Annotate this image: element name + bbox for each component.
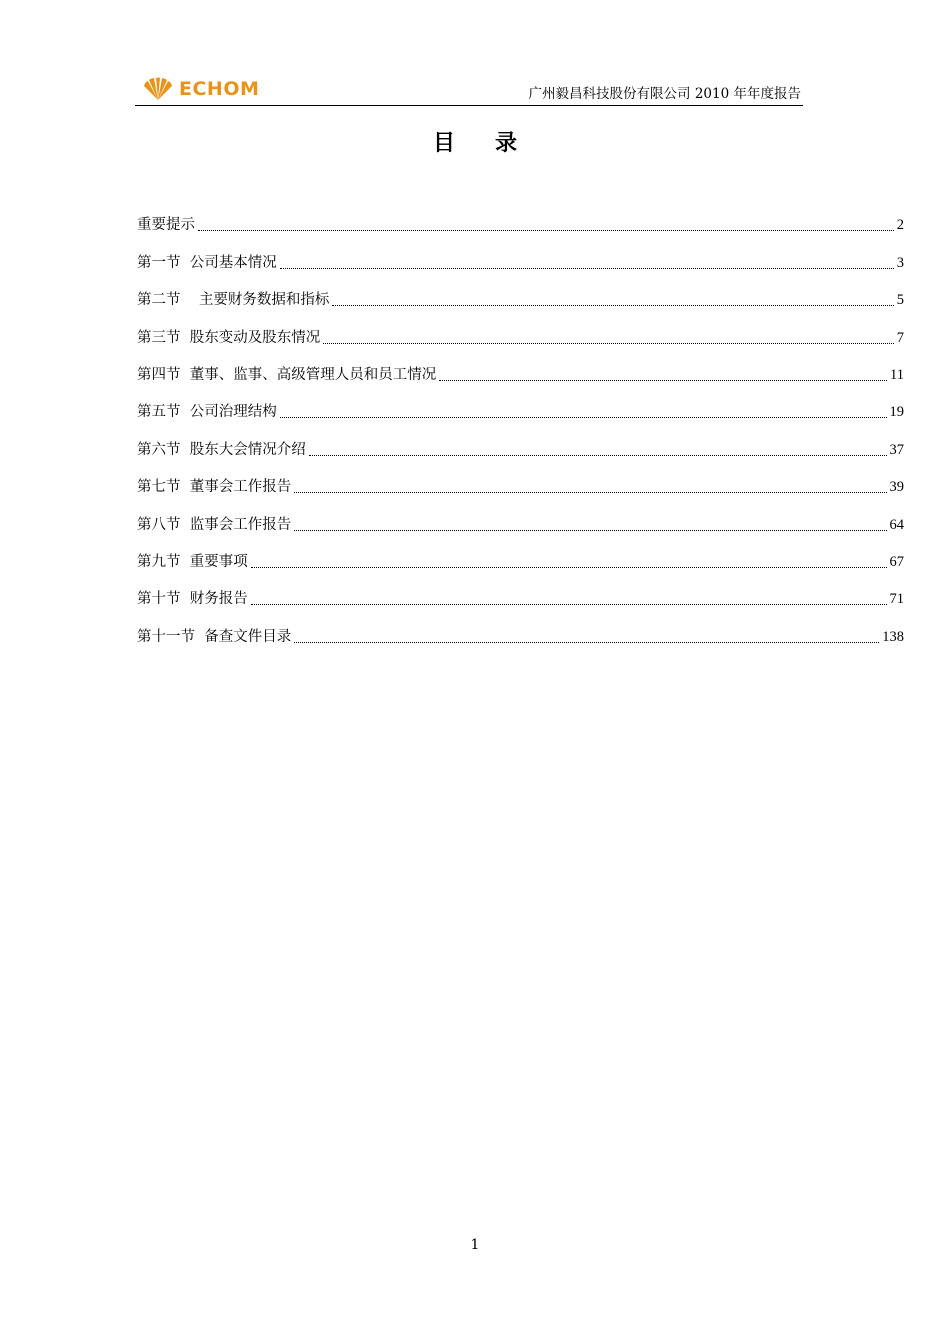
dot-leader [251, 604, 887, 605]
dot-leader [332, 305, 893, 306]
toc-section-number: 第九节 [137, 553, 190, 570]
toc-entry-label: 重要事项 [189, 553, 248, 570]
toc-section-number: 第七节 [137, 479, 190, 496]
toc-entry[interactable] [137, 275, 904, 312]
toc-page-number: 2 [896, 217, 904, 234]
toc-section-number: 第八节 [137, 516, 190, 533]
toc-page-number: 5 [896, 292, 904, 309]
toc-section-number: 第四节 [137, 366, 190, 383]
toc-entry-label: 重要提示 [137, 217, 195, 234]
toc-entry[interactable] [137, 611, 904, 648]
toc-entry[interactable] [137, 237, 904, 274]
toc-entry[interactable] [137, 200, 904, 237]
dot-leader [280, 268, 894, 269]
toc-page-number: 71 [889, 591, 904, 608]
toc-entry-label: 股东变动及股东情况 [189, 329, 321, 346]
toc-page-number: 37 [889, 441, 904, 458]
company-logo [141, 76, 259, 102]
dot-leader [323, 343, 894, 344]
dot-leader [294, 492, 886, 493]
page-number: 1 [470, 1237, 480, 1253]
logo-wordmark: ECHOM [179, 78, 260, 100]
toc-page-number: 67 [889, 553, 904, 570]
toc-section-number: 第六节 [137, 441, 190, 458]
report-title: 广州毅昌科技股份有限公司 2010 年年度报告 [528, 86, 801, 102]
page-header [135, 72, 803, 106]
toc-entry[interactable] [137, 350, 904, 387]
toc-entry[interactable] [137, 312, 904, 349]
toc-entry-label: 董事、监事、高级管理人员和员工情况 [189, 366, 437, 383]
toc-entry-label: 公司治理结构 [189, 404, 277, 421]
toc-section-number: 第一节 [137, 254, 190, 271]
toc-entry-label: 董事会工作报告 [189, 479, 292, 496]
toc-entry[interactable] [137, 537, 904, 574]
toc-page-number: 19 [889, 404, 904, 421]
toc-entry-label: 公司基本情况 [189, 254, 277, 271]
dot-leader [251, 567, 887, 568]
toc-page-number: 138 [882, 628, 904, 645]
dot-leader [280, 417, 887, 418]
toc-entry-label: 财务报告 [189, 591, 248, 608]
toc-section-number: 第十节 [137, 591, 190, 608]
toc-entry-label: 备查文件目录 [204, 628, 292, 645]
dot-leader [294, 530, 886, 531]
toc-page-number: 11 [890, 366, 904, 383]
table-of-contents [137, 200, 904, 649]
toc-entry[interactable] [137, 387, 904, 424]
shell-logo-icon [141, 77, 175, 101]
toc-entry[interactable] [137, 574, 904, 611]
toc-entry[interactable] [137, 424, 904, 461]
toc-entry[interactable] [137, 499, 904, 536]
dot-leader [198, 230, 894, 231]
toc-section-number: 第三节 [137, 329, 190, 346]
dot-leader [309, 455, 887, 456]
dot-leader [439, 380, 887, 381]
toc-page-number: 39 [889, 479, 904, 496]
dot-leader [294, 642, 879, 643]
toc-page-number: 3 [896, 254, 904, 271]
toc-entry-label: 主要财务数据和指标 [198, 292, 330, 309]
toc-heading: 目录 [432, 131, 557, 156]
toc-entry[interactable] [137, 462, 904, 499]
toc-section-number: 第二节 [137, 292, 199, 309]
toc-entry-label: 监事会工作报告 [189, 516, 292, 533]
toc-section-number: 第十一节 [137, 628, 205, 645]
toc-page-number: 64 [889, 516, 904, 533]
toc-page-number: 7 [896, 329, 904, 346]
toc-entry-label: 股东大会情况介绍 [189, 441, 306, 458]
toc-section-number: 第五节 [137, 404, 190, 421]
